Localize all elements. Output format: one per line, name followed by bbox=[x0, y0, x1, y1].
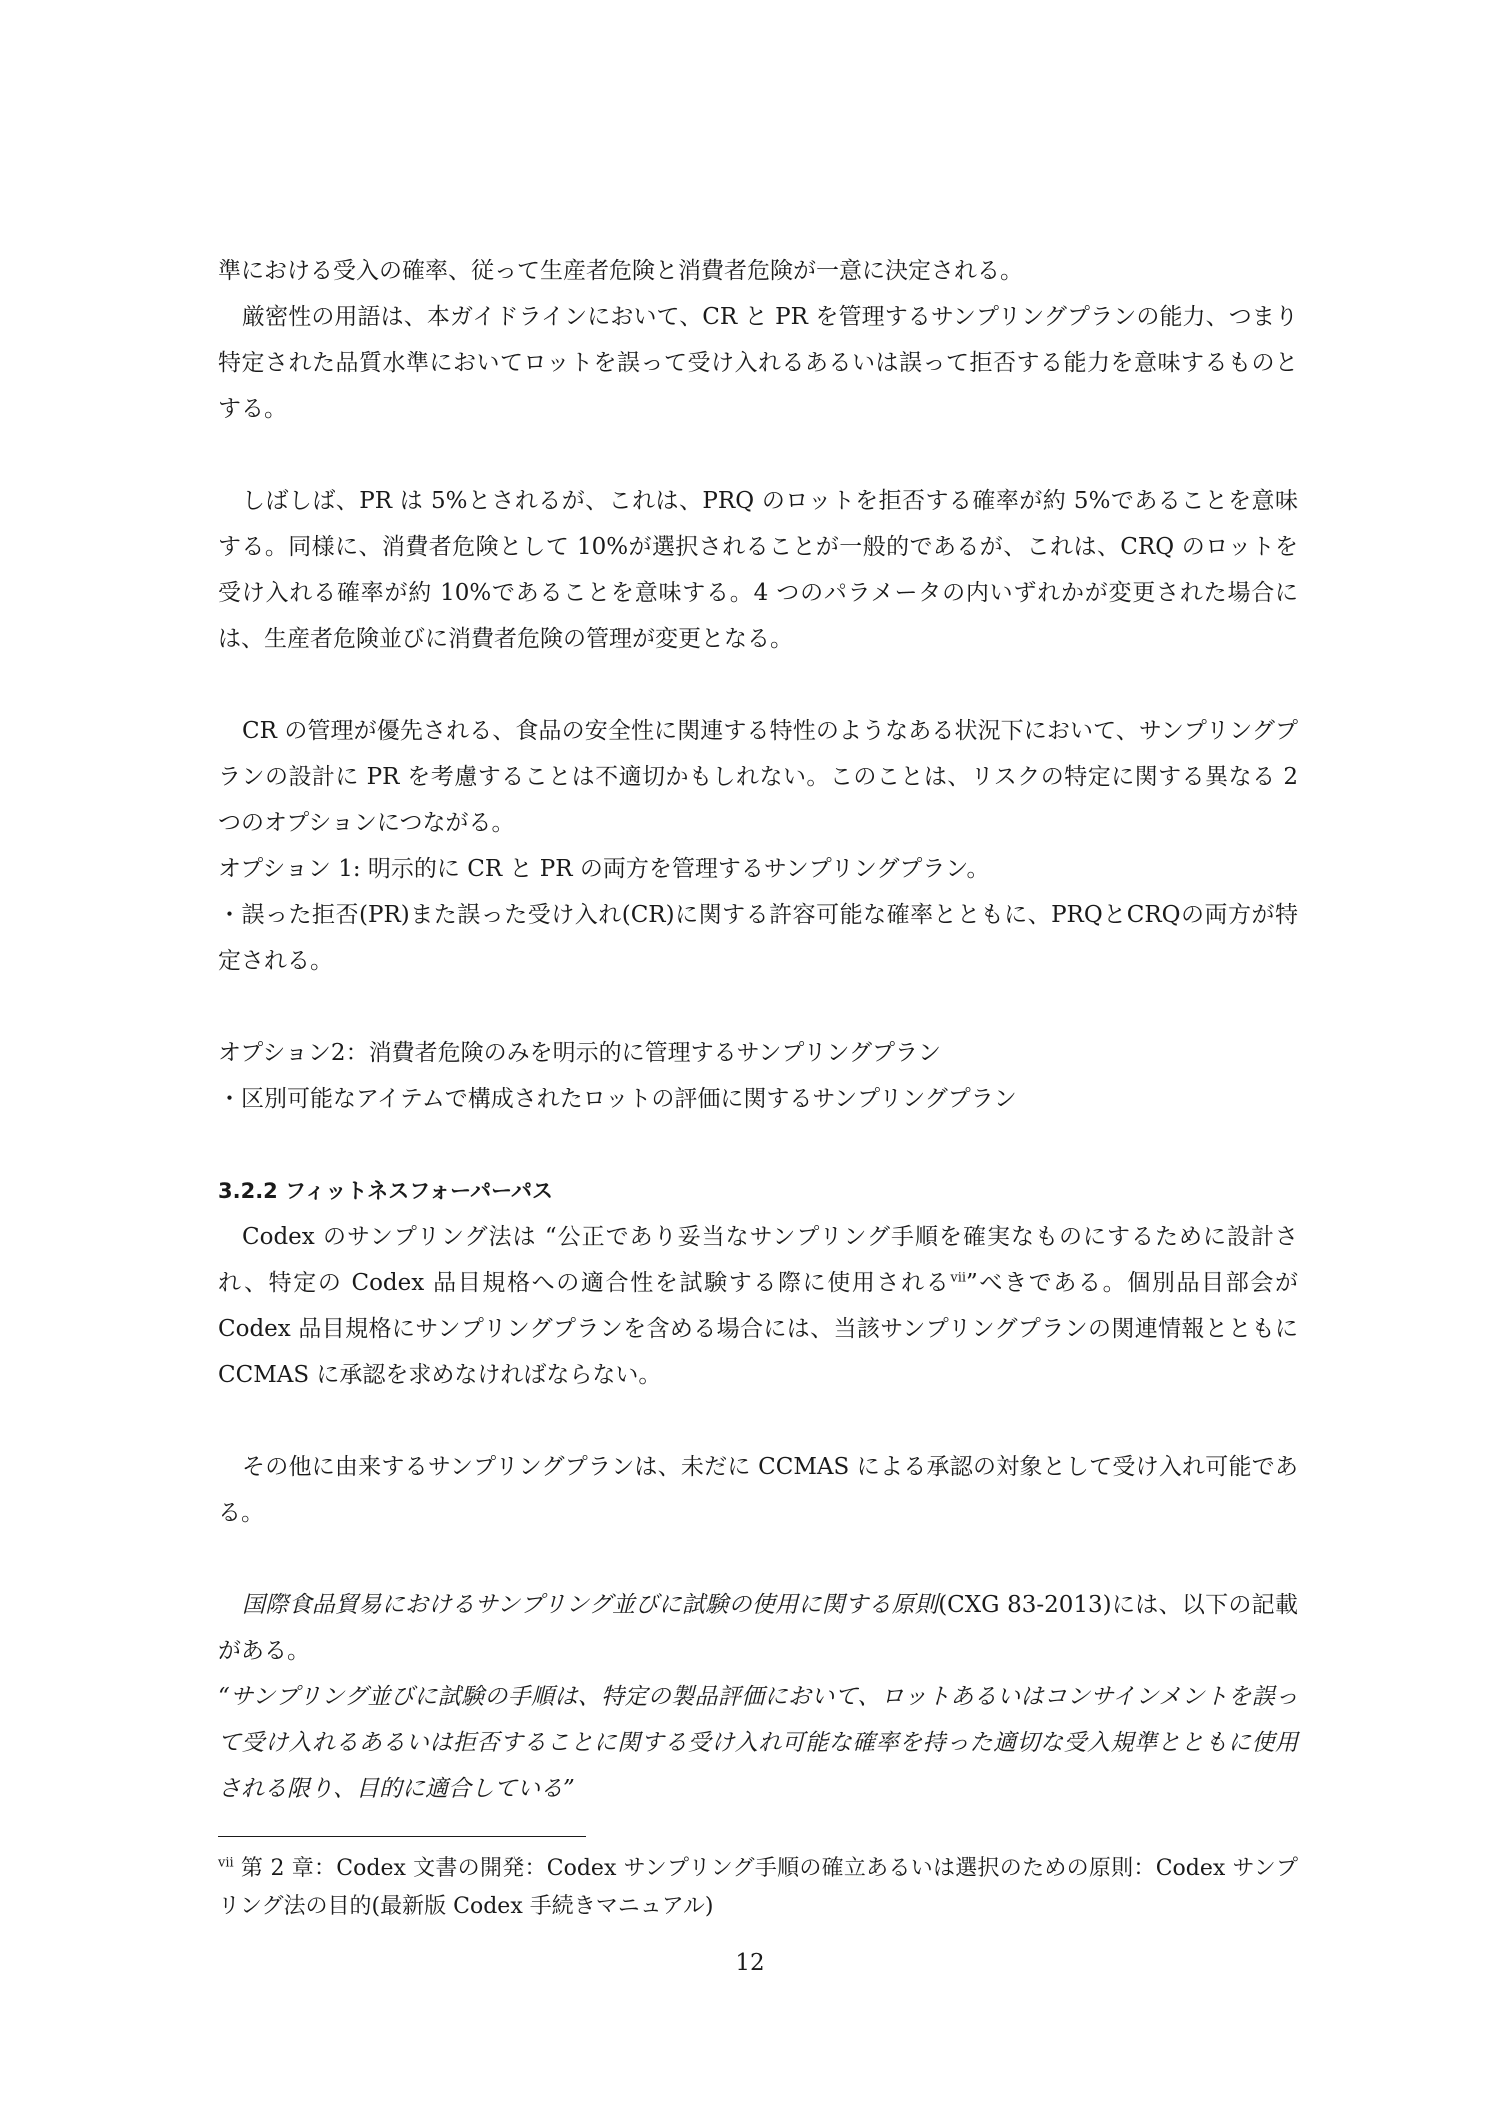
paragraph-gap bbox=[218, 984, 1298, 1030]
paragraph-continuation: 準における受入の確率、従って生産者危険と消費者危険が一意に決定される。 bbox=[218, 258, 1023, 284]
footnote-reference[interactable]: vii bbox=[950, 1270, 967, 1286]
paragraph-text-before-footnote: Codex のサンプリング法は “公正であり妥当なサンプリング手順を確実なものにするために設計され、特定の Codex 品目規格への適合性を試験する際に使用される bbox=[218, 1224, 1298, 1296]
option-2-title: オプション2：消費者危険のみを明示的に管理するサンプリングプラン bbox=[218, 1040, 942, 1066]
paragraph-gap bbox=[218, 1122, 1298, 1168]
footnote-separator bbox=[218, 1836, 586, 1837]
paragraph-gap bbox=[218, 1536, 1298, 1582]
quotation: “サンプリング並びに試験の手順は、特定の製品評価において、ロットあるいはコンサインメントを誤って受け入れるあるいは拒否することに関する受け入れ可能な確率を持った適切な受入規準とともに使用される限り、目的に適合している” bbox=[218, 1684, 1299, 1802]
paragraph-text-after-footnote: ”べきである。個別品目部会が Codex 品目規格にサンプリングプランを含める場合には、当該サンプリングプランの関連情報とともに CCMAS に承認を求めなければならない。 bbox=[218, 1270, 1298, 1388]
paragraph-gap bbox=[218, 432, 1298, 478]
paragraph-risk-percentages: しばしば、PR は 5%とされるが、これは、PRQ のロットを拒否する確率が約 5%であることを意味する。同様に、消費者危険として 10%が選択されることが一般的であるが、これは、CRQ のロットを受け入れる確率が約 10%であることを意味する。4 つのパラメータの内いずれかが変更された場合には、生産者危険並びに消費者危険の管理が変更となる。 bbox=[218, 488, 1298, 652]
section-heading: 3.2.2 フィットネスフォーパーパス bbox=[218, 1179, 554, 1203]
footnote-marker: vii bbox=[218, 1855, 234, 1871]
page-number: 12 bbox=[735, 1950, 765, 1976]
document-body bbox=[218, 248, 1298, 1812]
footnote-text: 第 2 章：Codex 文書の開発：Codex サンプリング手順の確立あるいは選択のための原則：Codex サンプリング法の目的(最新版 Codex 手続きマニュアル) bbox=[218, 1856, 1298, 1919]
paragraph-gap bbox=[218, 1398, 1298, 1444]
footnote bbox=[218, 1850, 1298, 1926]
paragraph-stringency-definition: 厳密性の用語は、本ガイドラインにおいて、CR と PR を管理するサンプリングプランの能力、つまり特定された品質水準においてロットを誤って受け入れるあるいは誤って拒否する能力を意味するものとする。 bbox=[218, 304, 1298, 422]
option-1-title: オプション 1: 明示的に CR と PR の両方を管理するサンプリングプラン。 bbox=[218, 856, 990, 882]
paragraph-reference-text: (CXG 83-2013)には、以下の記載がある。 bbox=[218, 1592, 1298, 1664]
document-title-italic: 国際食品貿易におけるサンプリング並びに試験の使用に関する原則 bbox=[242, 1592, 939, 1618]
paragraph-codex-sampling bbox=[218, 1214, 1298, 1398]
paragraph-gap bbox=[218, 662, 1298, 708]
paragraph-principles-reference bbox=[218, 1582, 1298, 1674]
option-1-bullet: ・誤った拒否(PR)また誤った受け入れ(CR)に関する許容可能な確率とともに、PRQとCRQの両方が特定される。 bbox=[218, 902, 1298, 974]
paragraph-other-plans: その他に由来するサンプリングプランは、未だに CCMAS による承認の対象として受け入れ可能である。 bbox=[218, 1454, 1298, 1526]
paragraph-cr-priority: CR の管理が優先される、食品の安全性に関連する特性のようなある状況下において、サンプリングプランの設計に PR を考慮することは不適切かもしれない。このことは、リスクの特定に関する異なる 2 つのオプションにつながる。 bbox=[218, 718, 1298, 836]
option-2-bullet: ・区別可能なアイテムで構成されたロットの評価に関するサンプリングプラン bbox=[218, 1086, 1017, 1112]
